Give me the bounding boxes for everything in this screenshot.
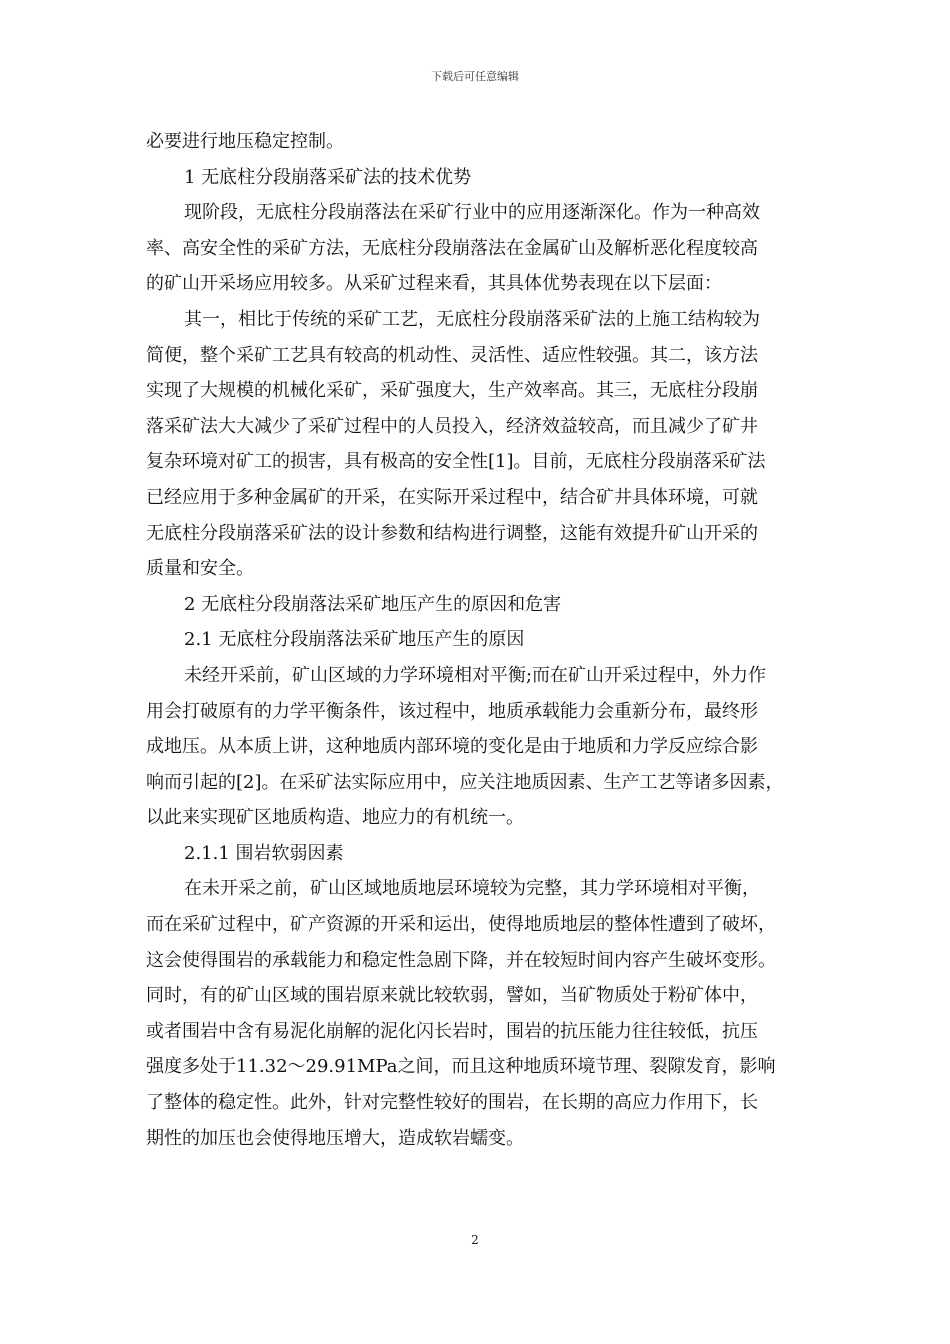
text-line: 2 无底柱分段崩落法采矿地压产生的原因和危害 [184, 593, 562, 615]
text-line: 以此来实现矿区地质构造、地应力的有机统一。 [146, 807, 524, 829]
text-line: 同时，有的矿山区域的围岩原来就比较软弱，譬如，当矿物质处于粉矿体中， [146, 985, 758, 1007]
text-line: 实现了大规模的机械化采矿，采矿强度大，生产效率高。其三，无底柱分段崩 [146, 380, 758, 402]
text-line: 响而引起的[2]。在采矿法实际应用中，应关注地质因素、生产工艺等诸多因素， [146, 771, 784, 793]
text-line: 未经开采前，矿山区域的力学环境相对平衡;而在矿山开采过程中，外力作 [184, 664, 767, 686]
text-line: 的矿山开采场应用较多。从采矿过程来看，其具体优势表现在以下层面： [146, 273, 722, 295]
text-line: 已经应用于多种金属矿的开采，在实际开采过程中，结合矿井具体环境，可就 [146, 486, 758, 508]
text-line: 了整体的稳定性。此外，针对完整性较好的围岩，在长期的高应力作用下，长 [146, 1092, 758, 1114]
text-line: 期性的加压也会使得地压增大，造成软岩蠕变。 [146, 1127, 524, 1149]
text-line: 而在采矿过程中，矿产资源的开采和运出，使得地质地层的整体性遭到了破坏， [146, 914, 776, 936]
text-line: 简便，整个采矿工艺具有较高的机动性、灵活性、适应性较强。其二，该方法 [146, 344, 758, 366]
text-line: 2.1 无底柱分段崩落法采矿地压产生的原因 [184, 629, 525, 651]
text-line: 质量和安全。 [146, 558, 254, 580]
text-line: 必要进行地压稳定控制。 [146, 131, 344, 152]
text-line: 在未开采之前，矿山区域地质地层环境较为完整，其力学环境相对平衡， [184, 878, 760, 900]
text-line: 1 无底柱分段崩落采矿法的技术优势 [184, 166, 472, 188]
body-text [146, 124, 822, 1156]
text-line: 无底柱分段崩落采矿法的设计参数和结构进行调整，这能有效提升矿山开采的 [146, 522, 758, 544]
text-line: 2.1.1 围岩软弱因素 [184, 842, 344, 864]
text-line: 成地压。从本质上讲，这种地质内部环境的变化是由于地质和力学反应综合影 [146, 736, 758, 758]
text-line: 率、高安全性的采矿方法，无底柱分段崩落法在金属矿山及解析恶化程度较高 [146, 237, 758, 259]
text-line: 落采矿法大大减少了采矿过程中的人员投入，经济效益较高，而且减少了矿井 [146, 415, 758, 437]
text-line: 这会使得围岩的承载能力和稳定性急剧下降，并在较短时间内容产生破坏变形。 [146, 949, 776, 971]
text-line: 强度多处于11.32～29.91MPa之间，而且这种地质环境节理、裂隙发育，影响 [146, 1056, 776, 1078]
text-line: 现阶段，无底柱分段崩落法在采矿行业中的应用逐渐深化。作为一种高效 [184, 202, 760, 224]
text-line: 复杂环境对矿工的损害，具有极高的安全性[1]。目前，无底柱分段崩落采矿法 [146, 451, 766, 473]
text-line: 或者围岩中含有易泥化崩解的泥化闪长岩时，围岩的抗压能力往往较低，抗压 [146, 1020, 758, 1042]
page-header: 下载后可任意编辑 [431, 70, 519, 83]
text-line: 用会打破原有的力学平衡条件，该过程中，地质承载能力会重新分布，最终形 [146, 700, 758, 722]
text-line: 其一，相比于传统的采矿工艺，无底柱分段崩落采矿法的上施工结构较为 [184, 308, 760, 330]
page-number: 2 [471, 1233, 479, 1247]
